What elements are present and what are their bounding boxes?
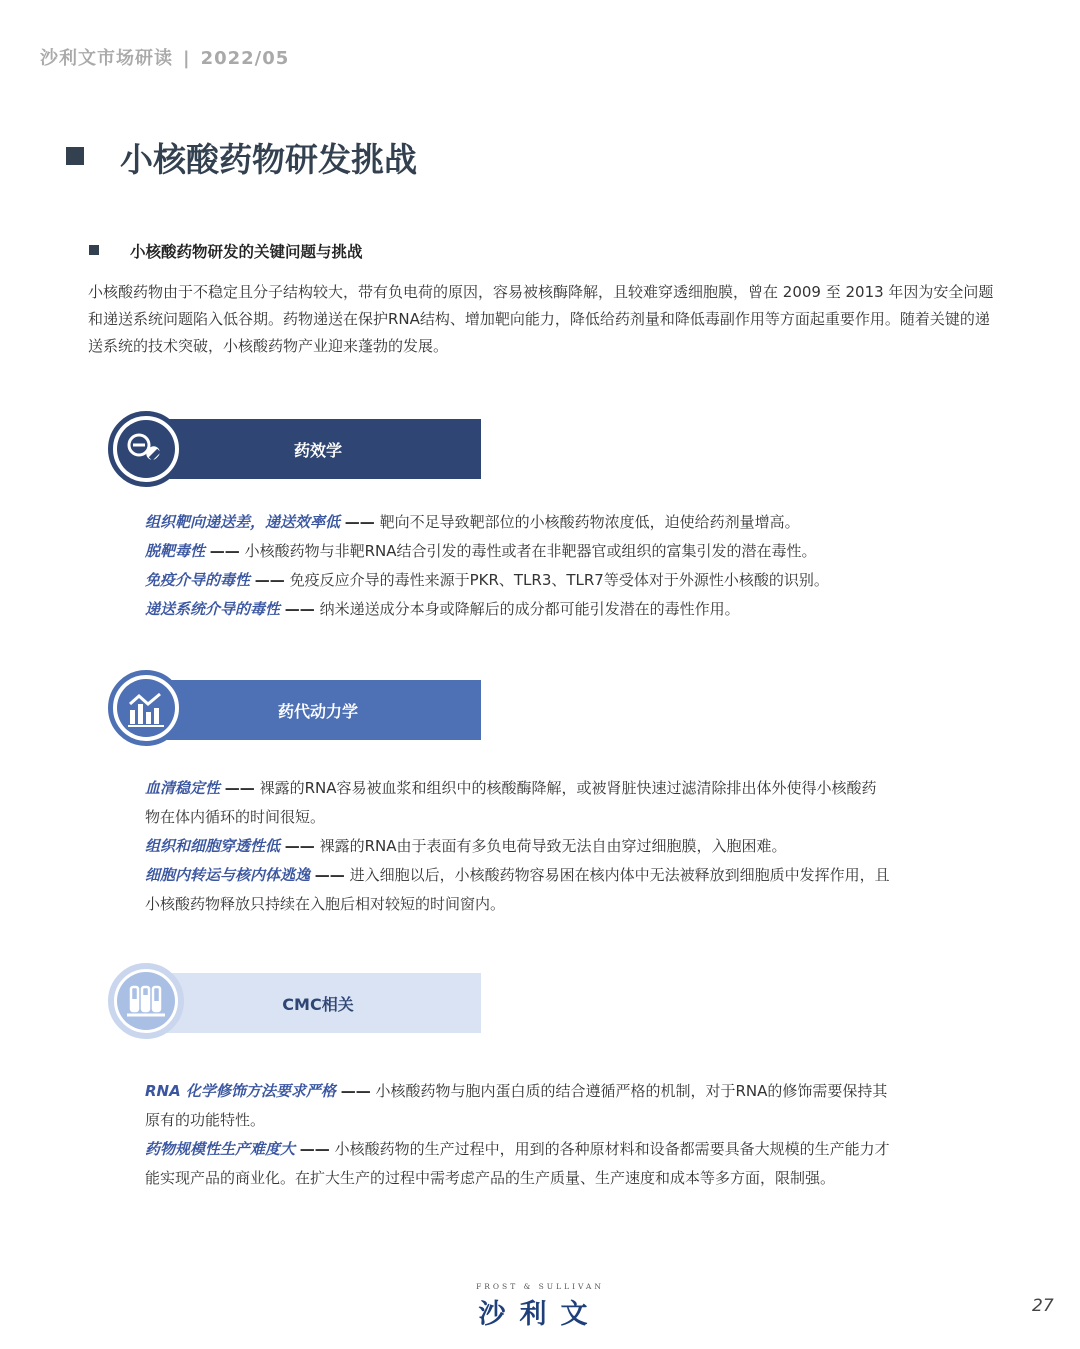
section-items-pharmacokinetics xyxy=(145,774,890,919)
subtitle-square-marker xyxy=(89,245,99,255)
section-label: 药效学 xyxy=(293,440,342,460)
item-text: 纳米递送成分本身或降解后的成分都可能引发潜在的毒性作用。 xyxy=(319,600,740,618)
item-text: 裸露的RNA由于表面有多负电荷导致无法自由穿过细胞膜，入胞困难。 xyxy=(319,837,787,855)
item-dash: —— xyxy=(284,600,315,618)
item-text: 裸露的RNA容易被血浆和组织中的核酸酶降解，或被肾脏快速过滤清除排出体外使得小核酸药物在体内循环的时间很短。 xyxy=(145,779,877,826)
list-item xyxy=(145,832,890,861)
bar-chart-icon xyxy=(108,670,184,746)
section-label: 药代动力学 xyxy=(277,701,358,721)
page-title: 小核酸药物研发挑战 xyxy=(120,140,417,179)
list-item xyxy=(145,508,890,537)
header-separator: | xyxy=(183,48,191,69)
item-dash: —— xyxy=(340,1082,371,1100)
list-item xyxy=(145,566,890,595)
item-dash: —— xyxy=(224,779,255,797)
item-dash: —— xyxy=(284,837,315,855)
title-square-marker xyxy=(66,147,84,165)
section-bar-pharmacodynamics xyxy=(145,419,481,479)
item-dash: —— xyxy=(209,542,240,560)
page-number: 27 xyxy=(1032,1296,1054,1316)
list-item xyxy=(145,595,890,624)
test-tubes-icon xyxy=(108,963,184,1039)
item-keyword: 脱靶毒性 xyxy=(145,542,206,560)
frost-sullivan-logo xyxy=(470,1282,610,1331)
item-text: 进入细胞以后，小核酸药物容易困在核内体中无法被释放到细胞质中发挥作用，且小核酸药物释放只持续在入胞后相对较短的时间窗内。 xyxy=(145,866,890,913)
item-keyword: 细胞内转运与核内体逃逸 xyxy=(145,866,311,884)
header-date: 2022/05 xyxy=(200,48,290,69)
item-keyword: 免疫介导的毒性 xyxy=(145,571,251,589)
list-item xyxy=(145,1077,890,1135)
section-items-cmc xyxy=(145,1077,890,1193)
intro-paragraph: 小核酸药物由于不稳定且分子结构较大，带有负电荷的原因，容易被核酶降解，且较难穿透细胞膜，曾在 2009 至 2013 年因为安全问题和递送系统问题陷入低谷期。药物递送在保护RNA结构、增加靶向能力，降低给药剂量和降低毒副作用等方面起重要作用。随着关键的递送系统的技术突破，小核酸药物产业迎来蓬勃的发展。 xyxy=(88,283,994,355)
list-item xyxy=(145,861,890,919)
header-brand: 沙利文市场研读 xyxy=(40,48,173,69)
item-keyword: 组织靶向递送差，递送效率低 xyxy=(145,513,341,531)
item-text: 靶向不足导致靶部位的小核酸药物浓度低，迫使给药剂量增高。 xyxy=(379,513,800,531)
item-keyword: 血清稳定性 xyxy=(145,779,221,797)
list-item xyxy=(145,774,890,832)
item-keyword: RNA 化学修饰方法要求严格 xyxy=(145,1082,336,1100)
item-dash: —— xyxy=(299,1140,330,1158)
item-text: 免疫反应介导的毒性来源于PKR、TLR3、TLR7等受体对于外源性小核酸的识别。 xyxy=(289,571,829,589)
section-bar-pharmacokinetics xyxy=(145,680,481,740)
section-label: CMC相关 xyxy=(282,994,354,1014)
item-keyword: 组织和细胞穿透性低 xyxy=(145,837,281,855)
section-items-pharmacodynamics xyxy=(145,508,890,624)
list-item xyxy=(145,537,890,566)
item-text: 小核酸药物与胞内蛋白质的结合遵循严格的机制，对于RNA的修饰需要保持其原有的功能特性。 xyxy=(145,1082,888,1129)
pills-icon xyxy=(108,411,184,487)
logo-chinese: 沙利文 xyxy=(478,1299,602,1330)
section-bar-cmc xyxy=(145,973,481,1033)
item-keyword: 药物规模性生产难度大 xyxy=(145,1140,296,1158)
item-keyword: 递送系统介导的毒性 xyxy=(145,600,281,618)
item-dash: —— xyxy=(314,866,345,884)
item-text: 小核酸药物的生产过程中，用到的各种原材料和设备都需要具备大规模的生产能力才能实现产品的商业化。在扩大生产的过程中需考虑产品的生产质量、生产速度和成本等多方面，限制强。 xyxy=(145,1140,890,1187)
item-text: 小核酸药物与非靶RNA结合引发的毒性或者在非靶器官或组织的富集引发的潜在毒性。 xyxy=(244,542,817,560)
sub-title: 小核酸药物研发的关键问题与挑战 xyxy=(130,243,363,261)
item-dash: —— xyxy=(254,571,285,589)
item-dash: —— xyxy=(344,513,375,531)
logo-english: FROST & SULLIVAN xyxy=(476,1282,604,1291)
report-header xyxy=(40,44,289,70)
list-item xyxy=(145,1135,890,1193)
